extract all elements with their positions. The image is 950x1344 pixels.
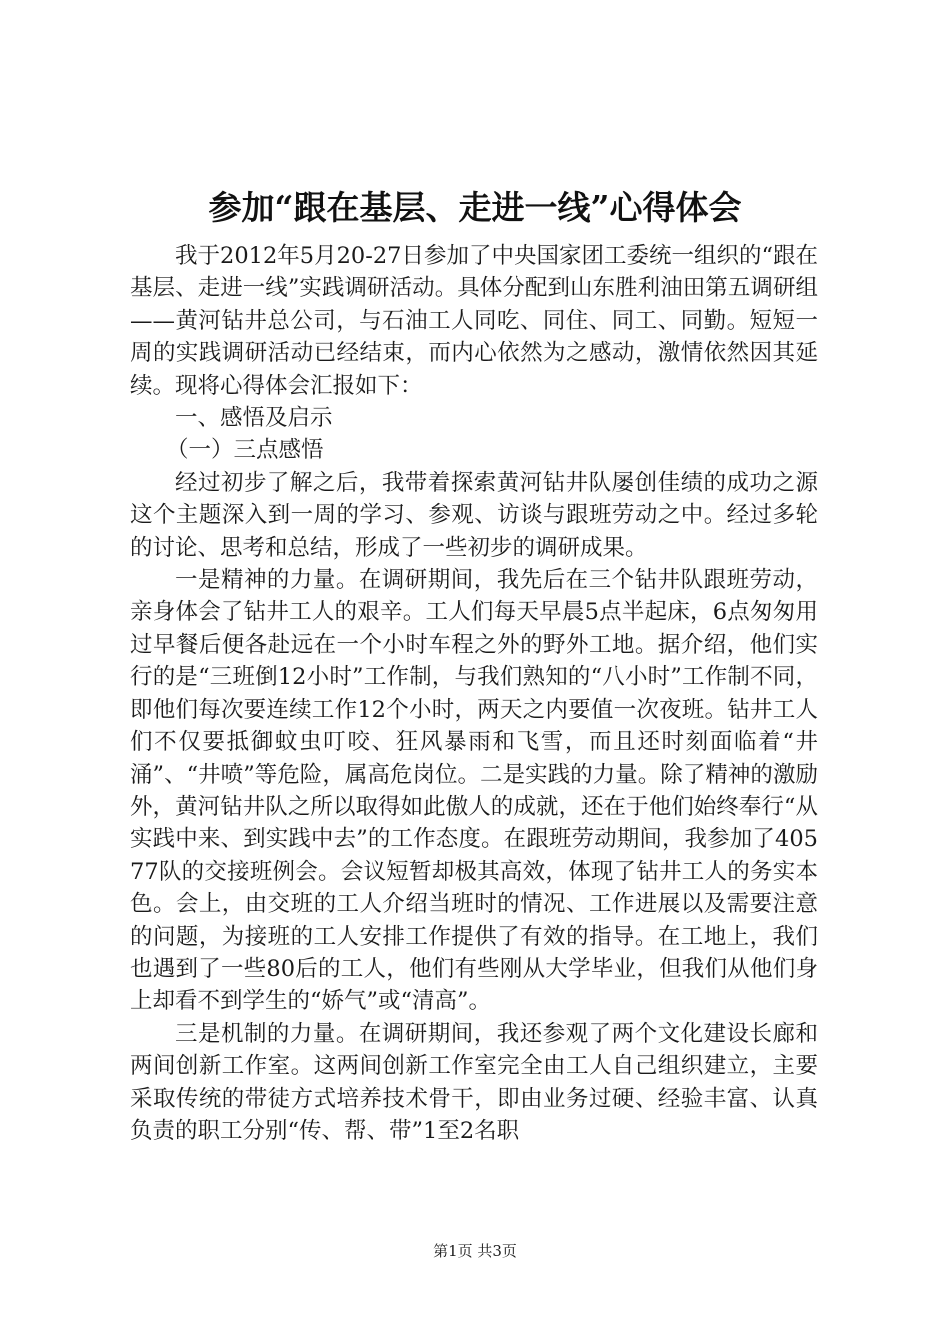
paragraph-spirit-practice: 一是精神的力量。在调研期间，我先后在三个钻井队跟班劳动，亲身体会了钻井工人的艰辛。工人们每天早晨5点半起床，6点匆匆用过早餐后便各赴远在一个小时车程之外的野外工地。据介绍，他们实行的是“三班倒12小时”工作制，与我们熟知的“八小时”工作制不同，即他们每次要连续工作12个小时，两天之内要值一次夜班。钻井工人们不仅要抵御蚊虫叮咬、狂风暴雨和飞雪，而且还时刻面临着“井涌”、“井喷”等危险，属高危岗位。二是实践的力量。除了精神的激励外，黄河钻井队之所以取得如此傲人的成就，还在于他们始终奉行“从实践中来、到实践中去”的工作态度。在跟班劳动期间，我参加了40577队的交接班例会。会议短暂却极其高效，体现了钻井工人的务实本色。会上，由交班的工人介绍当班时的情况、工作进展以及需要注意的问题，为接班的工人安排工作提供了有效的指导。在工地上，我们也遇到了一些80后的工人，他们有些刚从大学毕业，但我们从他们身上却看不到学生的“娇气”或“清高”。 [130, 567, 818, 1015]
document-body [130, 240, 818, 1147]
page-footer: 第1页 共3页 [433, 1242, 517, 1260]
section-heading: 一、感悟及启示 [175, 405, 333, 432]
document-title: 参加“跟在基层、走进一线”心得体会 [208, 188, 742, 227]
paragraph-intro: 我于2012年5月20-27日参加了中央国家团工委统一组织的“跟在基层、走进一线”实践调研活动。具体分配到山东胜利油田第五调研组——黄河钻井总公司，与石油工人同吃、同住、同工、同勤。短短一周的实践调研活动已经结束，而内心依然为之感动，激情依然因其延续。现将心得体会汇报如下： [130, 243, 818, 399]
subsection-heading: （一）三点感悟 [166, 437, 324, 464]
paragraph-overview: 经过初步了解之后，我带着探索黄河钻井队屡创佳绩的成功之源这个主题深入到一周的学习、参观、访谈与跟班劳动之中。经过多轮的讨论、思考和总结，形成了一些初步的调研成果。 [130, 469, 818, 561]
paragraph-mechanism: 三是机制的力量。在调研期间，我还参观了两个文化建设长廊和两间创新工作室。这两间创新工作室完全由工人自己组织建立，主要采取传统的带徒方式培养技术骨干，即由业务过硬、经验丰富、认真负责的职工分别“传、帮、带”1至2名职 [130, 1020, 818, 1144]
